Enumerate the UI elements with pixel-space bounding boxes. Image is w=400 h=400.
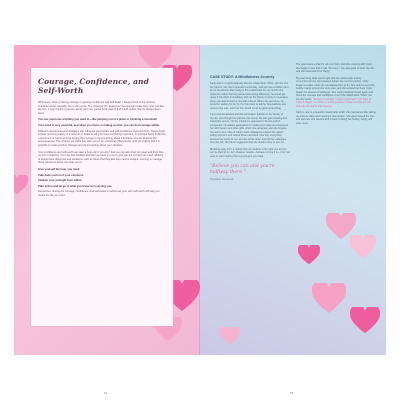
case-paragraph: Carly was in a psychologically abusive relationship. When she first met her partner, she had a beautiful personality, and she was confident and fun to be around. After being in this relationship for six months she started to notice that her partner was acting differently; he would get upset if she didn't immediately pick up the phone or reply to messages when she was at work or out with a friend. When she got home, he would be waiting for her by the front door to tell her how pathetic and useless she was, and how she would never be good at anything. (210, 82, 289, 110)
highlighted-text: "Enough is enough. I want my life back!" you have to mean it. Begin your future in a truly positive mindset so that you can truly say the words with intention. (296, 97, 372, 108)
case-study-heading: CASE STUDY: A Mindfulness Journey (210, 75, 275, 79)
emphasis-paragraph: Your mind is very powerful, and when you focus on taking control, you can find courage within. (38, 123, 160, 127)
emphasis-paragraph: Take action and let go of what you know isn't serving you. (38, 184, 113, 188)
case-paragraph: The good news is that it's not your fault, and after working with Carly, she began to see that it was "his issue"; she was good at what she did and she deserved to be happy. (296, 63, 374, 73)
heart-icon (350, 307, 380, 334)
text-panel (31, 68, 173, 326)
case-paragraph: Breaking away from a relationship you believe is the right one for you can be hard to do. For whatever reason—however wrong it is—it isn't as easy to start treating that everything is your fault. (210, 147, 290, 158)
case-paragraph: Carly is now in a beautiful relationship which she maintained after taking up a dance class and meeting a new person. She gave herself the love and self-care she needed and is back to being her bubbly, happy self once more. (296, 111, 376, 125)
heart-icon (350, 235, 376, 259)
case-paragraph: Carly was devastated and this accusation that fell on her family, or friends, who thought her partner was lovely. He was good-looking and financially secure. On the outside he appeared to be the perfect companion. He always apologized for treating her badly and showered her with flowers and other gifts, which she accepted, and she forgave him every time. One of Carly's work colleagues noticed she wasn't eating anymore and looked drawn and tired. One day, everything became too much for her and she broke down and told her colleague how she felt. Her friend suggested that she should come to see me. (210, 113, 288, 144)
body-paragraph: Remember, finding the courage, confidence, and self-belief to rediscover your own self-worth will help you create the life you want. (38, 190, 160, 197)
left-body (38, 101, 166, 197)
case-paragraph-text: By examining what wasn't right with the relationship and by remembering how she behaved before she met her partner, Carly began to realize what she had allowed him to do. She rediscovered the bubbly, happy person she once was, and she worked her back. Carly began the process of letting go. She started looking inward again and found the courage and confidence to end the relationship. When you say the words, (296, 76, 375, 101)
case-study-column-2 (296, 63, 376, 128)
pull-quote: "Believe you can and you're halfway there." (210, 164, 275, 175)
case-study-column (210, 75, 290, 181)
body-paragraph: Different experiences and situations can influence your beliefs and self-confidence if you let them. These might include not being happy in a new job or afraid to tell your boss something important, or perhaps being bullied by a loved one or friend and not having the courage to do something about it because you are afraid of the consequences. The choices we make can take you on an emotional rollercoaster, until you realize that it is possible to make positive changes and do something about your situation. (38, 129, 166, 147)
page-number-right: 55 (290, 391, 294, 395)
body-paragraph: Your confidence and self-worth can take a huge dip if you don't feel you can ask what you need and think that no one is listening. You may feel belittled and that you have no one to give you the comfort you need. Millions of people face dilemmas and situations such as these that they feel they cannot escape, learning to manage these situations better can help you to: (38, 150, 164, 165)
emphasis-paragraph: Awaken your strength from within. (38, 179, 83, 183)
body-paragraph: Whenever I think of having courage or gaining confidence and self-belief, I always think of the rainbow character at the cowardly lion in the movie. The wizard of Oz. Everyone has courage inside them and, just like the lion, it may require a journey along your own yellow brick road to find it and realize that it's always been there. (38, 101, 164, 115)
page-title: Courage, Confidence, and Self-Worth (38, 77, 149, 95)
heart-icon (298, 245, 320, 265)
heart-icon (312, 283, 346, 314)
emphasis-paragraph: Give yourself the love, you need. (38, 167, 80, 171)
emphasis-paragraph: Take back control of your emotions. (38, 173, 84, 177)
page-number-left: 54 (104, 391, 108, 395)
right-page (200, 45, 386, 355)
heart-icon (14, 175, 28, 195)
heart-icon (220, 327, 240, 345)
quote-author: Theodore Roosevelt (210, 178, 234, 181)
emphasis-paragraph: You can overcome anything you want to—like jumping out of a plane or climbing a mountain! (38, 118, 158, 122)
case-paragraph (296, 77, 376, 109)
left-page (14, 45, 200, 355)
